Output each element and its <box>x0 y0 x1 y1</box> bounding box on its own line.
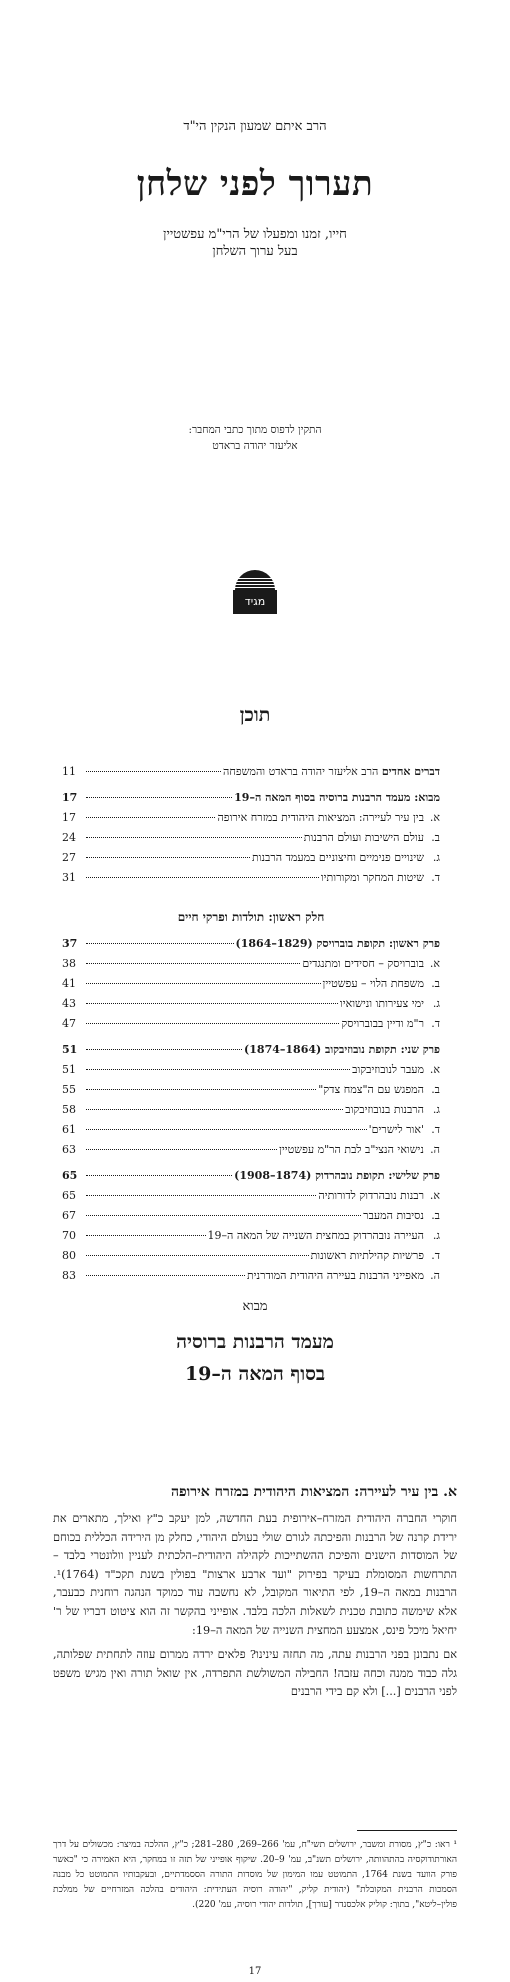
toc-row-title-text: הרבנות בנובוזיבקוב <box>345 1103 424 1116</box>
toc-row[interactable] <box>62 765 440 785</box>
toc-row-title <box>352 1063 424 1076</box>
toc-page-number: 61 <box>62 1123 76 1136</box>
toc-row-title-text: ר"מ ודיין בבוברויסק <box>341 1017 424 1030</box>
block-quote: אם נתבונן בפני הרבנות עתה, מה תחזה עינינו? פלאים ירדה ממרום עוזה לתחתית שפלותה, גלה כבוד ממנה וכחה עזבה! החבילה המשולשת התפרדה, אין שואל תורה ואין מגיש משפט לפני הרבנים [...] ולא קם בידי הרבנים <box>53 1648 457 1699</box>
toc-row-letter: א. <box>429 1189 440 1202</box>
toc-chapter-row[interactable] <box>62 1043 440 1063</box>
toc-page-number: 55 <box>62 1083 76 1096</box>
toc-row[interactable] <box>62 871 440 891</box>
toc-page-number: 31 <box>62 871 76 884</box>
toc-row-title <box>236 937 440 950</box>
logo-lines <box>235 576 275 588</box>
toc-page <box>0 620 510 1282</box>
subtitle-line: בעל ערוך השלחן <box>212 244 298 259</box>
title-page <box>0 0 510 620</box>
toc-row[interactable] <box>62 1063 440 1083</box>
book-title: תערוך לפני שלחן <box>136 164 374 204</box>
footnote: ¹ ראו: כ"ץ, מסורת ומשבר, ירושלים תשי"ח, עמ' 266–269, 280–281; כ"ץ, ההלכה במיצר: מכשולים על דרך האורתודוקסיה בהתהוותה, ירושלים תשנ"ב, עמ' 9–20. שיקוף אופייני של תזה זו במחקר, היא האמירה כי "כאשר פורק הוועד בשנת 1764, התמוטט עמו המימון של מוסדות התורה הססמדתיים, ובעקבותיו התמוטט כל מבנה הסמכות הרבנית המקובלת" (יהודית קליק, "יהודה רוסיה העתידית: היהודים בהלכה המזרחיים של ממלכת פולין–ליטא", בתוך: קוליק אלכסנדר [עורך], תולדות יהודי רוסיה, עמ' 220). <box>53 1840 458 1910</box>
toc-leader-dots <box>86 771 221 772</box>
toc-page-number: 41 <box>62 977 76 990</box>
toc-row[interactable] <box>62 977 440 997</box>
toc-row-title <box>252 851 424 864</box>
toc-row-letter: א. <box>429 957 440 970</box>
toc-row-title-text: בין עיר לעיירה: המציאות היהודית במזרח אירופה <box>217 811 424 824</box>
toc-row-title <box>217 811 424 824</box>
toc-row[interactable] <box>62 1143 440 1163</box>
toc-row-title <box>318 1083 424 1096</box>
editor-credit-line: אליעזר יהודה בראדט <box>212 440 298 452</box>
toc-row[interactable] <box>62 851 440 871</box>
toc-row-title-text: פרק ראשון: תקופת בוברויסק (1829–1864) <box>235 937 440 950</box>
toc-chapter-row[interactable] <box>62 937 440 957</box>
toc-row-title <box>304 831 424 844</box>
toc-row-title-text: מעבר לנובוזיבקוב <box>352 1063 424 1076</box>
toc-page-number: 51 <box>62 1043 78 1056</box>
toc-row-letter: ב. <box>431 1083 440 1096</box>
toc-page-number: 67 <box>62 1209 76 1222</box>
book-subtitle <box>0 226 510 260</box>
toc-leader-dots <box>86 963 300 964</box>
toc-page-number: 65 <box>62 1169 78 1182</box>
toc-page-number: 80 <box>62 1249 76 1262</box>
toc-leader-dots <box>86 817 215 818</box>
toc-leader-dots <box>86 857 250 858</box>
editor-credit <box>0 422 510 454</box>
author-name: הרב איתם שמעון הנקין הי"ד <box>183 119 327 134</box>
toc-leader-dots <box>86 877 319 878</box>
toc-row-title-text: שיטות המחקר ומקורותיו <box>320 871 424 884</box>
toc-page-number: 24 <box>62 831 76 844</box>
toc-row[interactable] <box>62 811 440 831</box>
toc-page-number: 27 <box>62 851 76 864</box>
toc-row-title-text: ימי צעירותו ונישואיו <box>339 997 424 1010</box>
chapter-title-line: בסוף המאה ה–19 <box>184 1363 326 1385</box>
toc-leader-dots <box>86 1149 277 1150</box>
toc-row-title-text: העיירה נובהרדוק במחצית השנייה של המאה ה–19 <box>207 1229 424 1242</box>
toc-leader-dots <box>86 1069 350 1070</box>
toc-row[interactable] <box>62 1123 440 1143</box>
toc-row-title-text: עולם הישיבות ועולם הרבנות <box>303 831 424 844</box>
editor-credit-line: התקין לדפוס מתוך כתבי המחבר: <box>188 424 322 436</box>
chapter-title-line: מעמד הרבנות ברוסיה <box>176 1331 334 1353</box>
toc-row-letter: ג. <box>432 1229 440 1242</box>
toc-row-title <box>234 791 440 804</box>
toc-page-number: 51 <box>62 1063 76 1076</box>
publisher-logo <box>233 570 277 616</box>
toc-row-title-text: בוברויסק – חסידים ומתנגדים <box>302 957 424 970</box>
toc-page-number: 63 <box>62 1143 76 1156</box>
toc-leader-dots <box>86 1023 339 1024</box>
toc-leader-dots <box>86 1129 367 1130</box>
chapter-title <box>0 1326 510 1390</box>
toc-row-title <box>345 1103 424 1116</box>
toc-row-title-bold: דברים אחדים <box>381 765 440 778</box>
toc-row[interactable] <box>62 1083 440 1103</box>
toc-row-letter: ה. <box>430 1143 440 1156</box>
toc-leader-dots <box>86 1049 242 1050</box>
toc-page-number: 70 <box>62 1229 76 1242</box>
toc-row[interactable] <box>62 1017 440 1037</box>
toc-chapter-row[interactable] <box>62 791 440 811</box>
toc-row-title-text: 'אור לישרים' <box>368 1123 424 1136</box>
toc-row-title-text: משפחת הלוי – עפשטיין <box>322 977 424 990</box>
toc-row-letter: ד. <box>431 871 440 884</box>
chapter-label: מבוא <box>242 1299 268 1314</box>
paragraph: חוקרי החברה היהודית המזרח–אירופית בעת החדשה, למן יעקב כ"ץ ואילך, מתארים את ירידת קרנה של הרבנות והפיכתה לגורם שולי בעולם היהודי, כחלק מן הירידה הכללית בכוחם של המוסדות הישנים והפיכת ההשתייכות לקהילה היהודית–הלכתית לעניין וולונטרי בלבד – התרחשות המסומלת בעיקר בפירוק "ועד ארבע ארצות" בפולין בשנת תקכ"ד (1764)¹. הרבנות במאה ה–19, לפי התיאור המקובל, לא נחשבה עוד כמוקד הנהגה רוחנית כבעבר, אלא שימשה כתובת טכנית לשאלות הלכה בלבד. אופייני בהקשר זה הוא ציטוט דבריו של ר' יחיאל מיכל פינס, אמצעע המחצית השנייה של המאה ה–19: <box>53 1512 458 1637</box>
toc-row[interactable] <box>62 1103 440 1123</box>
toc-leader-dots <box>86 1175 232 1176</box>
toc-row-title-text: רבנות נובהרדוק לדורותיה <box>318 1189 424 1202</box>
toc-row-letter: ב. <box>431 831 440 844</box>
toc-row-title <box>244 1043 440 1056</box>
toc-row-title <box>321 871 424 884</box>
section-heading: א. בין עיר לעיירה: המציאות היהודית במזרח אירופה <box>170 1484 457 1500</box>
toc-row-title <box>341 1017 424 1030</box>
toc-row-title-text: המפגש עם ה"צמח צדק" <box>318 1083 424 1096</box>
toc-leader-dots <box>86 1089 316 1090</box>
toc-row-title <box>279 1143 424 1156</box>
toc-page-number: 43 <box>62 997 76 1010</box>
toc-row-letter: ג. <box>432 1103 440 1116</box>
toc-page-number: 83 <box>62 1269 76 1282</box>
toc-row-title-text: פרשיות קהילתיות ראשונות <box>310 1249 424 1262</box>
toc-row-letter: ג. <box>432 997 440 1010</box>
toc-leader-dots <box>86 983 321 984</box>
toc-row-title-text: נסיבות המעבר <box>363 1209 424 1222</box>
toc-row-letter: ב. <box>431 1209 440 1222</box>
toc-row-title <box>302 957 424 970</box>
toc-row-letter: א. <box>429 1063 440 1076</box>
toc-row-title <box>323 977 424 990</box>
toc-row-letter: ב. <box>431 977 440 990</box>
toc-row-title-text: נישואי הנצי"ב לבת הר"מ עפשטיין <box>279 1143 424 1156</box>
toc-leader-dots <box>86 1109 343 1110</box>
toc-row[interactable] <box>62 997 440 1017</box>
toc-page-number: 17 <box>62 791 78 804</box>
toc-page-number: 37 <box>62 937 78 950</box>
chapter-page <box>0 1180 510 1982</box>
toc-page-number: 38 <box>62 957 76 970</box>
toc-leader-dots <box>86 1003 338 1004</box>
toc-leader-dots <box>86 943 234 944</box>
toc-row-letter: א. <box>429 811 440 824</box>
toc-page-number: 58 <box>62 1103 76 1116</box>
toc-row-title <box>223 765 440 778</box>
toc-row-title <box>369 1123 424 1136</box>
page-number: 17 <box>248 1966 262 1977</box>
toc-row[interactable] <box>62 957 440 977</box>
toc-row-title-text: הרב אליעזר יהודה בראדט והמשפחה <box>223 765 382 778</box>
toc-row-letter: ד. <box>431 1123 440 1136</box>
toc-page-number: 47 <box>62 1017 76 1030</box>
toc-row-title-text: פרק שני: תקופת נובוזיבקוב (1864–1874) <box>244 1043 440 1056</box>
footnote-divider <box>357 1830 457 1831</box>
toc-row-letter: ג. <box>432 851 440 864</box>
toc-leader-dots <box>86 797 232 798</box>
toc-leader-dots <box>86 837 302 838</box>
subtitle-line: חייו, זמנו ומפעלו של הרי"מ עפשטיין <box>163 227 347 242</box>
logo-text: מגיד <box>233 590 277 614</box>
toc-row-title-text: פרק שלישי: תקופת נובהרדוק (1874–1908) <box>234 1169 440 1182</box>
toc-row[interactable] <box>62 831 440 851</box>
toc-row-title <box>340 997 424 1010</box>
toc-row-title-text: מבוא: מעמד הרבנות ברוסיה בסוף המאה ה–19 <box>234 791 440 804</box>
toc-title: תוכן <box>239 704 271 726</box>
toc-row-letter: ה. <box>430 1269 440 1282</box>
toc-part-title: חלק ראשון: תולדות ופרקי חיים <box>177 910 325 924</box>
body-text <box>53 1510 457 1708</box>
toc-page-number: 11 <box>62 765 76 778</box>
toc-row-letter: ד. <box>431 1249 440 1262</box>
toc-row-letter: ד. <box>431 1017 440 1030</box>
toc-row-title-text: שינויים פנימיים וחיצוניים במעמד הרבנות <box>251 851 424 864</box>
toc-page-number: 65 <box>62 1189 76 1202</box>
toc-row-title-text: מאפייני הרבנות בעיירה היהודית המודרנית <box>246 1269 424 1282</box>
toc-page-number: 17 <box>62 811 76 824</box>
